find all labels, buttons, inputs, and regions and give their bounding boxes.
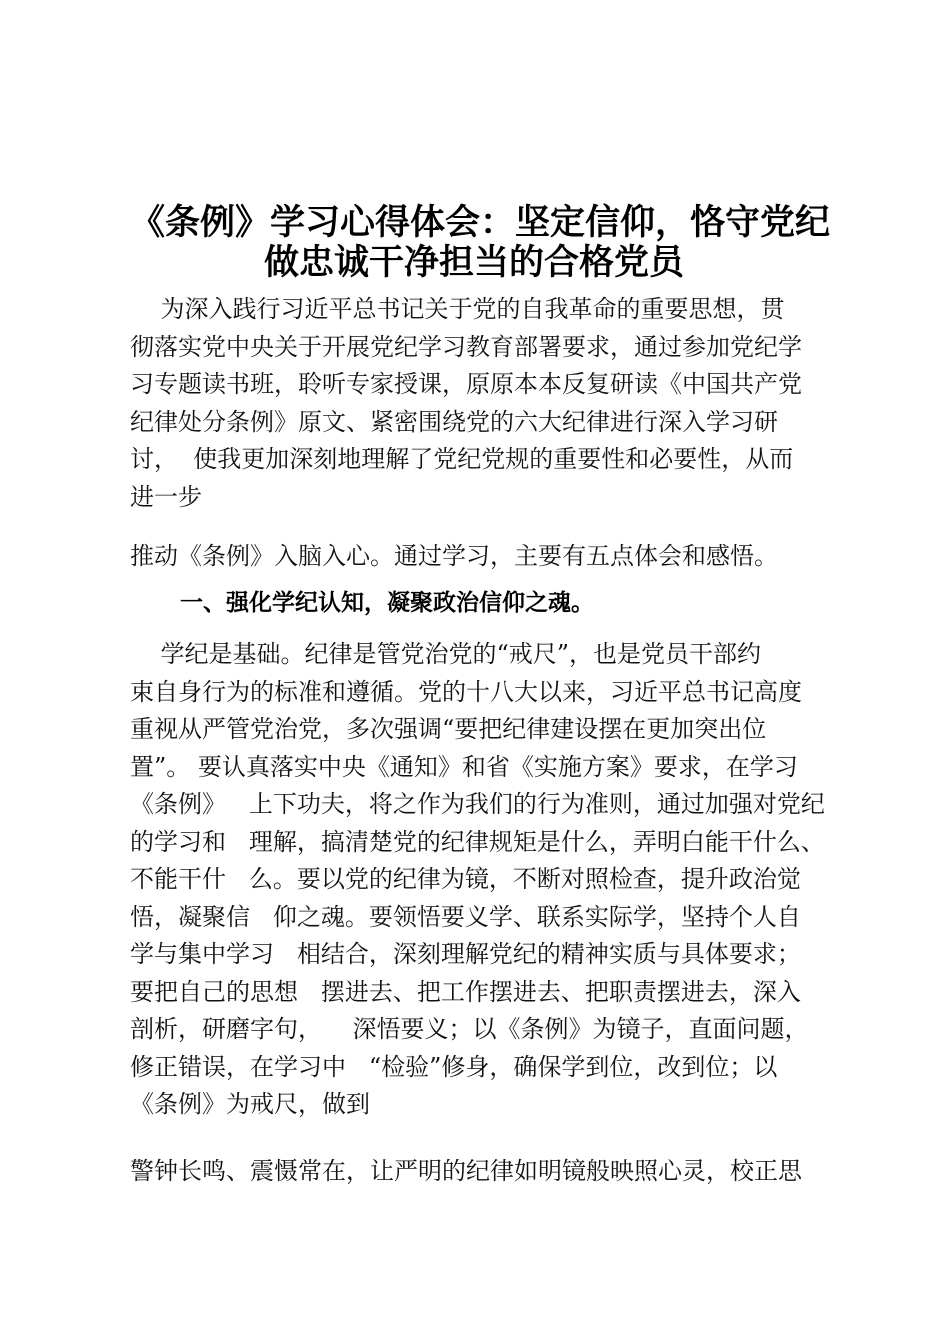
document-title-line-2: 做忠诚干净担当的合格党员 (263, 243, 684, 283)
section-1-heading: 一、强化学纪认知，凝聚政治信仰之魂。 (180, 590, 594, 616)
section-1-line: 《条例》为戒尺，做到 (130, 1090, 370, 1118)
section-1-line: 《条例》 上下功夫，将之作为我们的行为准则，通过加强对党纪 (130, 790, 825, 818)
section-1-line: 不能干什 么。要以党的纪律为镜，不断对照检查，提升政治觉 (130, 865, 801, 893)
section-1-paragraph (130, 636, 825, 1124)
intro-continuation (130, 538, 778, 576)
section-1-continuation (130, 1153, 802, 1191)
intro-line: 彻落实党中央关于开展党纪学习教育部署要求，通过参加党纪学 (130, 332, 802, 361)
intro-line: 讨， 使我更加深刻地理解了党纪党规的重要性和必要性，从而 (130, 445, 794, 473)
intro-continuation-line: 推动《条例》入脑入心。通过学习，主要有五点体会和感悟。 (130, 542, 778, 570)
intro-line: 进一步 (130, 482, 202, 511)
section-1-line: 束自身行为的标准和遵循。党的十八大以来，习近平总书记高度 (130, 677, 802, 706)
intro-line: 纪律处分条例》原文、紧密围绕党的六大纪律进行深入学习研 (130, 407, 778, 436)
section-1-line: 的学习和 理解，搞清楚党的纪律规矩是什么，弄明白能干什么、 (130, 827, 825, 856)
section-1-line: 学纪是基础。纪律是管党治党的“戒尺”，也是党员干部约 (130, 640, 762, 668)
section-1-line: 重视从严管党治党，多次强调“要把纪律建设摆在更加突出位 (130, 715, 767, 743)
section-1-line: 要把自己的思想 摆进去、把工作摆进去、把职责摆进去，深入 (130, 977, 801, 1006)
section-1-line: 置”。 要认真落实中央《通知》和省《实施方案》要求，在学习 (130, 752, 798, 781)
section-1-continuation-line: 警钟长鸣、震慑常在，让严明的纪律如明镜般映照心灵，校正思 (130, 1157, 802, 1185)
section-1-line: 剖析，研磨字句， 深悟要义；以《条例》为镜子，直面问题， (130, 1015, 809, 1043)
intro-paragraph (130, 291, 802, 516)
section-1-line: 悟，凝聚信 仰之魂。要领悟要义学、联系实际学，坚持个人自 (130, 902, 801, 931)
section-1-line: 学与集中学习 相结合，深刻理解党纪的精神实质与具体要求； (130, 940, 801, 968)
section-1-line: 修正错误，在学习中 “检验”修身，确保学到位，改到位；以 (130, 1052, 778, 1081)
document-title-line-1: 《条例》学习心得体会：坚定信仰，恪守党纪 (129, 203, 830, 243)
intro-line: 习专题读书班，聆听专家授课，原原本本反复研读《中国共产党 (130, 370, 802, 398)
intro-line: 为深入践行习近平总书记关于党的自我革命的重要思想，贯 (130, 295, 785, 323)
